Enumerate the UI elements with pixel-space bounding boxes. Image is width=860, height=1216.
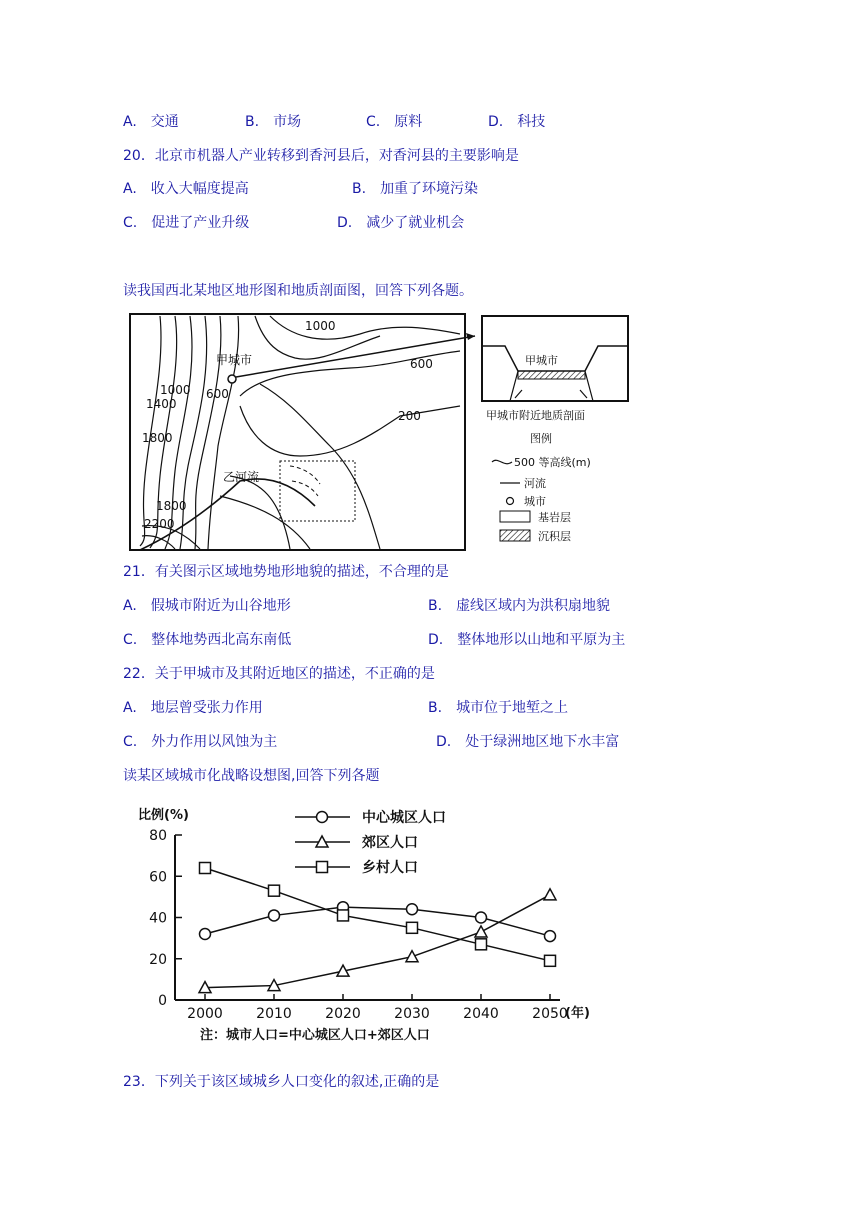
contour-label-1400: 1400 bbox=[146, 397, 177, 411]
urbanization-line-chart bbox=[120, 795, 620, 1055]
q19-option-b: B. 市场 bbox=[245, 114, 302, 130]
chart-series bbox=[199, 863, 556, 993]
q22-option-d: D. 处于绿洲地区地下水丰富 bbox=[436, 734, 620, 750]
q22-option-c: C. 外力作用以风蚀为主 bbox=[123, 734, 278, 750]
q21-option-d: D. 整体地形以山地和平原为主 bbox=[428, 632, 626, 648]
legend-river: 河流 bbox=[524, 477, 546, 490]
q21-stem: 21．有关图示区域地势地形地貌的描述，不合理的是 bbox=[123, 564, 449, 580]
section-caption: 甲城市附近地质剖面 bbox=[486, 409, 585, 422]
legend-city: 城市 bbox=[524, 495, 546, 508]
legend-bedrock: 基岩层 bbox=[538, 511, 571, 524]
q20-option-d: D. 减少了就业机会 bbox=[337, 215, 465, 231]
data-point-circle bbox=[200, 929, 211, 940]
q21-option-a: A. 假城市附近为山谷地形 bbox=[123, 598, 291, 614]
river-label-visible: 乙河流 bbox=[223, 470, 260, 484]
legend-sediment: 沉积层 bbox=[538, 530, 571, 543]
contour-label-2200: 2200 bbox=[144, 517, 175, 531]
legend-sediment-symbol bbox=[500, 530, 530, 541]
y-tick-label: 60 bbox=[149, 869, 167, 886]
data-point-square bbox=[545, 955, 556, 966]
contour-label-200: 200 bbox=[398, 409, 421, 423]
q20-option-c: C. 促进了产业升级 bbox=[123, 215, 250, 231]
contour-label-1800-upper: 1800 bbox=[142, 431, 173, 445]
q22-option-b: B. 城市位于地堑之上 bbox=[428, 700, 569, 716]
q19-option-d: D. 科技 bbox=[488, 114, 546, 130]
x-tick-label: 2030 bbox=[394, 1006, 430, 1022]
section-city-label: 甲城市 bbox=[525, 354, 558, 367]
legend-bedrock-symbol bbox=[500, 511, 530, 522]
y-tick-label: 0 bbox=[158, 993, 167, 1009]
data-point-square bbox=[407, 922, 418, 933]
data-point-square bbox=[200, 863, 211, 874]
x-tick-label: 2010 bbox=[256, 1006, 292, 1022]
data-point-circle bbox=[476, 912, 487, 923]
legend-label: 乡村人口 bbox=[362, 860, 418, 876]
q21-option-b: B. 虚线区域内为洪积扇地貌 bbox=[428, 598, 611, 614]
map-frame bbox=[130, 314, 465, 550]
legend-label: 中心城区人口 bbox=[362, 810, 446, 826]
legend-contour: 500 等高线(m) bbox=[514, 456, 591, 469]
data-point-triangle bbox=[475, 926, 487, 937]
data-point-circle bbox=[269, 910, 280, 921]
data-point-circle bbox=[545, 931, 556, 942]
chart-intro: 读某区域城市化战略设想图,回答下列各题 bbox=[123, 768, 380, 784]
legend-marker-circle bbox=[317, 812, 328, 823]
data-point-square bbox=[269, 885, 280, 896]
q20-stem: 20．北京市机器人产业转移到香河县后，对香河县的主要影响是 bbox=[123, 148, 519, 164]
q22-stem: 22．关于甲城市及其附近地区的描述，不正确的是 bbox=[123, 666, 435, 682]
q19-option-c: C. 原料 bbox=[366, 114, 423, 130]
q23-stem: 23．下列关于该区域城乡人口变化的叙述,正确的是 bbox=[123, 1074, 440, 1090]
y-tick-label: 40 bbox=[149, 910, 167, 927]
data-point-circle bbox=[407, 904, 418, 915]
contour-label-1000-west: 1000 bbox=[160, 383, 191, 397]
contour-label-1800-lower: 1800 bbox=[156, 499, 187, 513]
x-tick-label: 2040 bbox=[463, 1006, 499, 1022]
q19-option-a: A. 交通 bbox=[123, 114, 179, 130]
contour-label-600-west: 600 bbox=[206, 387, 229, 401]
chart-note: 注：城市人口=中心城区人口+郊区人口 bbox=[200, 1028, 430, 1043]
legend-marker-square bbox=[317, 862, 328, 873]
map-intro: 读我国西北某地区地形图和地质剖面图，回答下列各题。 bbox=[123, 283, 473, 299]
topographic-map-figure bbox=[120, 306, 640, 556]
chart-ylabel: 比例(%) bbox=[138, 808, 189, 823]
data-point-triangle bbox=[544, 889, 556, 900]
q20-option-b: B. 加重了环境污染 bbox=[352, 181, 479, 197]
series-line-square bbox=[205, 868, 550, 961]
x-tick-label: 2050 bbox=[532, 1006, 568, 1022]
chart-xlabel: (年) bbox=[565, 1006, 590, 1021]
q22-option-a: A. 地层曾受张力作用 bbox=[123, 700, 263, 716]
legend-label: 郊区人口 bbox=[362, 835, 418, 851]
data-point-square bbox=[476, 939, 487, 950]
contour-label-600-east: 600 bbox=[410, 357, 433, 371]
chart-legend bbox=[295, 809, 446, 876]
section-sediment-layer bbox=[518, 371, 585, 379]
y-tick-label: 80 bbox=[149, 828, 167, 844]
city-label: 甲城市 bbox=[216, 353, 253, 367]
city-marker bbox=[228, 375, 236, 383]
legend-city-symbol bbox=[507, 498, 514, 505]
contour-label-1000-top: 1000 bbox=[305, 319, 336, 333]
data-point-triangle bbox=[406, 951, 418, 962]
x-tick-label: 2000 bbox=[187, 1006, 223, 1022]
data-point-square bbox=[338, 910, 349, 921]
x-tick-label: 2020 bbox=[325, 1006, 361, 1022]
q20-option-a: A. 收入大幅度提高 bbox=[123, 181, 249, 197]
legend-title: 图例 bbox=[530, 432, 552, 445]
y-tick-label: 20 bbox=[149, 951, 167, 968]
q21-option-c: C. 整体地势西北高东南低 bbox=[123, 632, 292, 648]
